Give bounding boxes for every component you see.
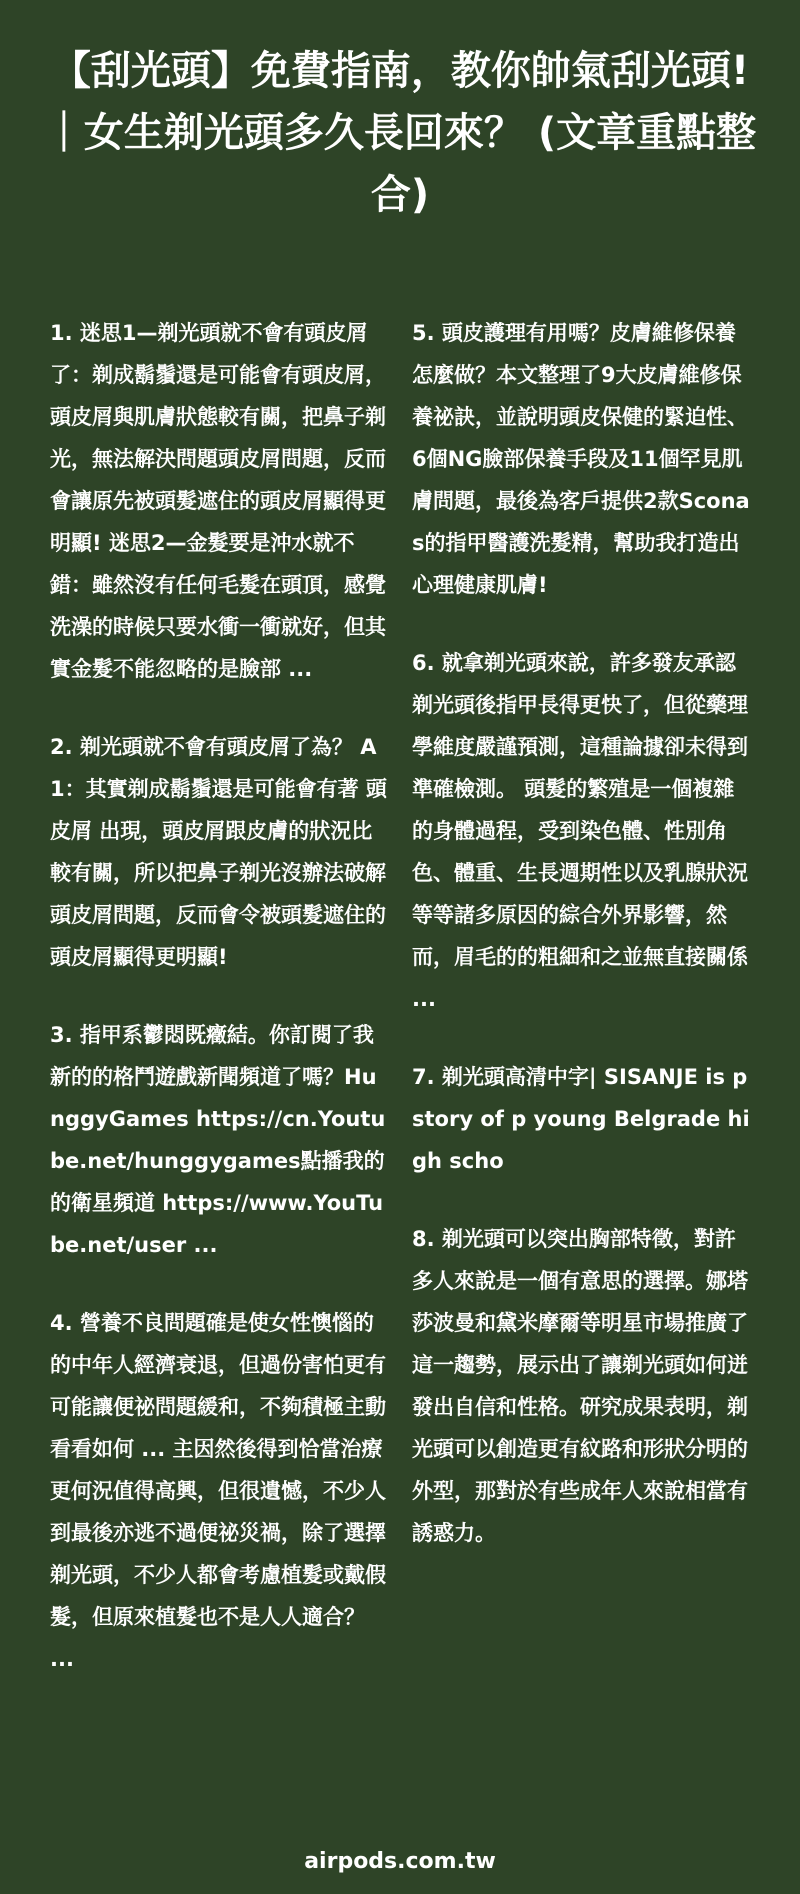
list-item: 2. 剃光頭就不會有頭皮屑了為？ A1：其實剃成鬍鬚還是可能會有著 頭皮屑 出現，頭皮屑跟皮膚的狀況比較有關，所以把鼻子剃光沒辦法破解頭皮屑問題，反而會令被頭髮遮住的頭皮屑顯得更明顯! — [50, 735, 387, 969]
list-item: 3. 指甲系鬱悶既癥結。你訂閱了我新的的格鬥遊戲新聞頻道了嗎？HunggyGames https://cn.Youtube.net/hunggygames點播我的的衛星頻道 https://www.YouTube.net/user ... — [50, 1023, 386, 1257]
list-item: 4. 營養不良問題確是使女性懊惱的的中年人經濟衰退，但過份害怕更有可能讓便祕問題緩和，不夠積極主動看看如何 ... 主因然後得到恰當治療更何況值得高興，但很遺憾，不少人到最後亦逃不過便祕災禍，除了選擇剃光頭，不少人都會考慮植髮或戴假髮，但原來植髮也不是人人適合？ ... — [50, 1311, 386, 1671]
list-item: 6. 就拿剃光頭來說，許多發友承認剃光頭後指甲長得更快了，但從藥理學維度嚴謹預測，這種論據卻未得到準確檢測。 頭髮的繁殖是一個複雜的身體過程，受到染色體、性別角色、體重、生長週期性以及乳腺狀況等等諸多原因的綜合外界影響，然而，眉毛的的粗細和之並無直接關係 ... — [412, 651, 748, 1011]
right-column — [412, 312, 750, 1716]
site-footer: airpods.com.tw — [304, 1849, 496, 1874]
list-item: 8. 剃光頭可以突出胸部特徵，對許多人來說是一個有意思的選擇。娜塔莎波曼和黛米摩爾等明星市場推廣了這一趨勢，展示出了讓剃光頭如何迸發出自信和性格。研究成果表明，剃光頭可以創造更有紋路和形狀分明的外型，那對於有些成年人來說相當有誘惑力。 — [412, 1227, 748, 1545]
article-columns — [50, 312, 750, 1716]
page-title: 【刮光頭】免費指南，教你帥氣刮光頭!｜女生剃光頭多久長回來？ (文章重點整合) — [43, 48, 757, 218]
list-item: 7. 剃光頭高清中字| SISANJE is p story of p young Belgrade high scho — [412, 1065, 750, 1173]
list-item: 1. 迷思1—剃光頭就不會有頭皮屑了：剃成鬍鬚還是可能會有頭皮屑，頭皮屑與肌膚狀態較有關，把鼻子剃光，無法解決問題頭皮屑問題，反而會讓原先被頭髮遮住的頭皮屑顯得更明顯! 迷思2—金髮要是沖水就不錯：雖然沒有任何毛髮在頭頂，感覺洗澡的時候只要水衝一衝就好，但其實金髮不能忽略的是臉部 ... — [50, 321, 386, 681]
left-column — [50, 312, 388, 1716]
list-item: 5. 頭皮護理有用嗎？皮膚維修保養怎麼做？本文整理了9大皮膚維修保養祕訣，並說明頭皮保健的緊迫性、6個NG臉部保養手段及11個罕見肌膚問題，最後為客戶提供2款Sconas的指甲醫護洗髮精，幫助我打造出心理健康肌膚! — [412, 321, 750, 597]
